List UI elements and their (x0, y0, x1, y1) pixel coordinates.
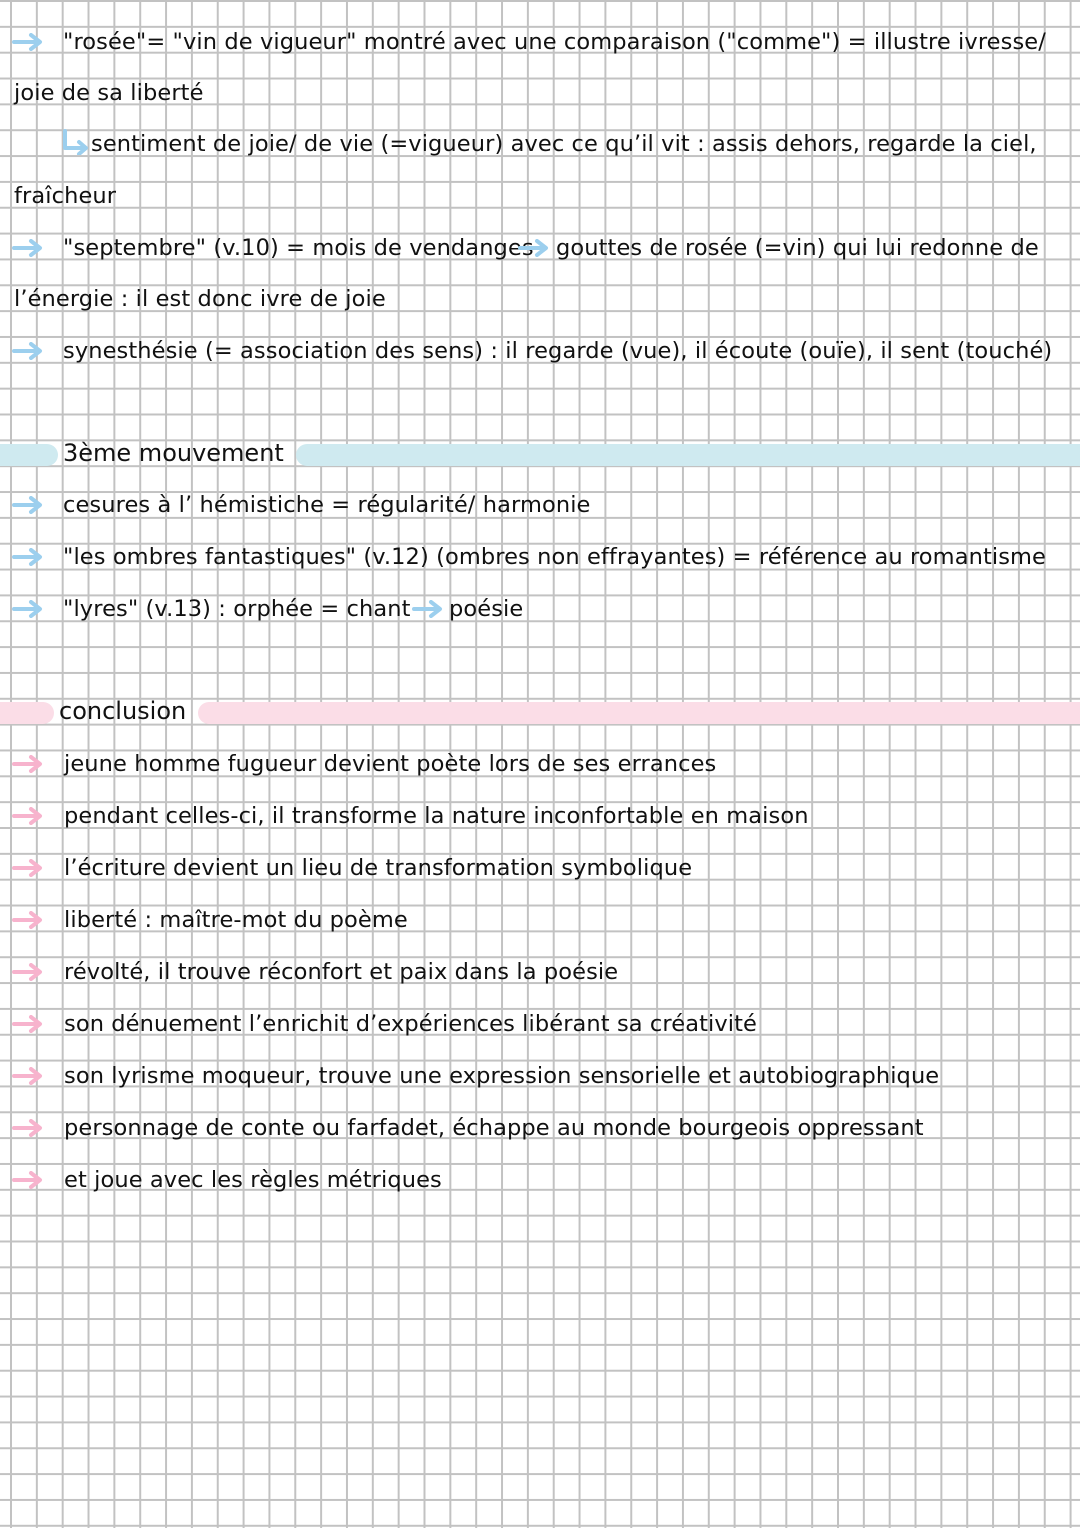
arrow-right-icon (12, 911, 46, 929)
note-text: et joue avec les règles métriques (64, 1167, 442, 1193)
section-heading: conclusion (59, 697, 187, 725)
note-text: son dénuement l’enrichit d’expériences libérant sa créativité (64, 1011, 757, 1037)
arrow-right-icon (12, 963, 46, 981)
arrow-right-icon (12, 600, 46, 618)
note-text: personnage de conte ou farfadet, échappe au monde bourgeois oppressant (64, 1115, 924, 1141)
arrow-right-icon (12, 548, 46, 566)
arrow-right-icon (12, 496, 46, 514)
note-text: sentiment de joie/ de vie (=vigueur) avec ce qu’il vit : assis dehors, regarde la ciel, (91, 131, 1037, 157)
note-text: pendant celles-ci, il transforme la nature inconfortable en maison (64, 803, 809, 829)
arrow-right-icon (12, 1067, 46, 1085)
banner-right-segment (198, 702, 1080, 724)
note-text: jeune homme fugueur devient poète lors de ses errances (64, 751, 717, 777)
note-text: joie de sa liberté (14, 80, 204, 106)
note-text: cesures à l’ hémistiche = régularité/ harmonie (63, 492, 591, 518)
note-text: "lyres" (v.13) : orphée = chant (63, 596, 411, 622)
banner-left-segment (0, 444, 58, 466)
note-text: l’écriture devient un lieu de transformation symbolique (64, 855, 693, 881)
note-text: gouttes de rosée (=vin) qui lui redonne de (556, 235, 1039, 261)
note-text: poésie (449, 596, 524, 622)
arrow-right-icon (412, 600, 446, 618)
note-text: liberté : maître-mot du poème (64, 907, 408, 933)
banner-right-segment (296, 444, 1080, 466)
arrow-right-icon (12, 1171, 46, 1189)
note-text: fraîcheur (14, 183, 117, 209)
note-text: "septembre" (v.10) = mois de vendanges (63, 235, 534, 261)
note-text: révolté, il trouve réconfort et paix dans la poésie (64, 959, 619, 985)
arrow-right-icon (518, 239, 552, 257)
arrow-right-icon (12, 1119, 46, 1137)
note-text: l’énergie : il est donc ivre de joie (14, 286, 386, 312)
arrow-right-icon (12, 239, 46, 257)
arrow-turn-down-right-icon (60, 129, 90, 155)
arrow-right-icon (12, 1015, 46, 1033)
note-text: synesthésie (= association des sens) : il regarde (vue), il écoute (ouïe), il sent (touché) (63, 338, 1053, 364)
arrow-right-icon (12, 859, 46, 877)
arrow-right-icon (12, 342, 46, 360)
note-text: "les ombres fantastiques" (v.12) (ombres non effrayantes) = référence au romantisme (63, 544, 1046, 570)
banner-left-segment (0, 702, 54, 724)
note-text: "rosée"= "vin de vigueur" montré avec une comparaison ("comme") = illustre ivresse/ (63, 29, 1046, 55)
arrow-right-icon (12, 755, 46, 773)
section-heading: 3ème mouvement (63, 439, 284, 467)
note-text: son lyrisme moqueur, trouve une expression sensorielle et autobiographique (64, 1063, 940, 1089)
arrow-right-icon (12, 807, 46, 825)
arrow-right-icon (12, 33, 46, 51)
